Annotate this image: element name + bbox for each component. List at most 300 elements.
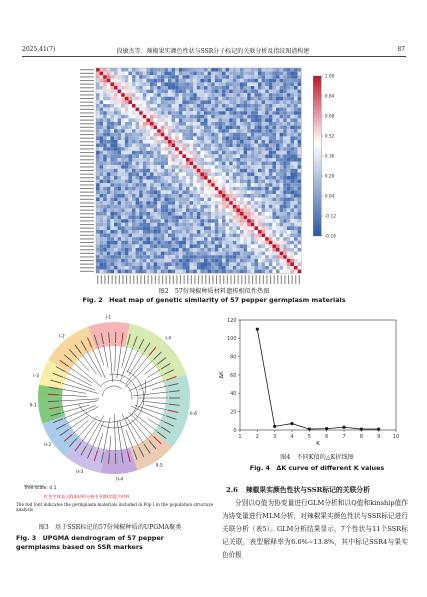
heatmap-cell bbox=[236, 151, 240, 155]
heatmap-cell bbox=[136, 122, 140, 126]
heatmap-cell bbox=[168, 270, 172, 274]
heatmap-cell bbox=[280, 154, 284, 158]
heatmap-cell bbox=[110, 237, 114, 241]
heatmap-cell bbox=[298, 266, 302, 270]
heatmap-cell bbox=[161, 147, 165, 151]
heatmap-cell bbox=[175, 262, 179, 266]
heatmap-cell bbox=[193, 234, 197, 238]
heatmap-cell bbox=[161, 79, 165, 83]
heatmap-cell bbox=[208, 270, 212, 274]
heatmap-column-label bbox=[101, 275, 102, 284]
heatmap-cell bbox=[157, 194, 161, 198]
heatmap-cell bbox=[139, 208, 143, 212]
heatmap-cell bbox=[272, 75, 276, 79]
heatmap-cell bbox=[118, 219, 122, 223]
heatmap-cell bbox=[226, 255, 230, 259]
heatmap-cell bbox=[197, 165, 201, 169]
heatmap-cell bbox=[164, 252, 168, 256]
heatmap-cell bbox=[262, 187, 266, 191]
heatmap-cell bbox=[251, 216, 255, 220]
heatmap-cell bbox=[107, 129, 111, 133]
heatmap-cell bbox=[143, 86, 147, 90]
heatmap-cell bbox=[175, 162, 179, 166]
cluster-label: I-3 bbox=[33, 374, 39, 380]
heatmap-cell bbox=[240, 226, 244, 230]
heatmap-cell bbox=[262, 244, 266, 248]
heatmap-cell bbox=[179, 234, 183, 238]
heatmap-cell bbox=[125, 223, 129, 227]
cluster-label: I-1 bbox=[105, 315, 112, 321]
heatmap-cell bbox=[208, 97, 212, 101]
heatmap-cell bbox=[121, 194, 125, 198]
heatmap-cell bbox=[265, 147, 269, 151]
heatmap-cell bbox=[193, 223, 197, 227]
heatmap-cell bbox=[157, 187, 161, 191]
heatmap-cell bbox=[100, 79, 104, 83]
heatmap-cell bbox=[182, 72, 186, 76]
heatmap-cell bbox=[211, 187, 215, 191]
heatmap-cell bbox=[118, 144, 122, 148]
heatmap-cell bbox=[204, 72, 208, 76]
heatmap-cell bbox=[146, 198, 150, 202]
heatmap-cell bbox=[107, 205, 111, 209]
heatmap-cell bbox=[136, 86, 140, 90]
heatmap-cell bbox=[233, 241, 237, 245]
heatmap-cell bbox=[215, 111, 219, 115]
heatmap-cell bbox=[272, 165, 276, 169]
heatmap-cell bbox=[121, 133, 125, 137]
heatmap-cell bbox=[150, 118, 154, 122]
heatmap-cell bbox=[233, 198, 237, 202]
heatmap-cell bbox=[139, 144, 143, 148]
heatmap-cell bbox=[118, 151, 122, 155]
heatmap-cell bbox=[103, 100, 107, 104]
heatmap-cell bbox=[200, 100, 204, 104]
heatmap-cell bbox=[121, 262, 125, 266]
heatmap-cell bbox=[211, 115, 215, 119]
heatmap-cell bbox=[132, 266, 136, 270]
heatmap-cell bbox=[154, 270, 158, 274]
heatmap-cell bbox=[276, 147, 280, 151]
heatmap-cell bbox=[218, 252, 222, 256]
heatmap-cell bbox=[172, 223, 176, 227]
heatmap-cell bbox=[204, 162, 208, 166]
heatmap-cell bbox=[200, 172, 204, 176]
heatmap-cell bbox=[208, 226, 212, 230]
heatmap-cell bbox=[193, 237, 197, 241]
figure4-caption-en: Fig. 4 ΔK curve of different K values bbox=[249, 464, 385, 472]
heatmap-cell bbox=[157, 190, 161, 194]
heatmap-cell bbox=[172, 100, 176, 104]
heatmap-cell bbox=[96, 151, 100, 155]
heatmap-cell bbox=[107, 255, 111, 259]
heatmap-cell bbox=[269, 194, 273, 198]
heatmap-cell bbox=[240, 75, 244, 79]
y-tick-label: 20 bbox=[230, 409, 237, 416]
heatmap-cell bbox=[157, 90, 161, 94]
heatmap-cell bbox=[258, 230, 262, 234]
heatmap-cell bbox=[139, 259, 143, 263]
heatmap-cell bbox=[290, 158, 294, 162]
heatmap-cell bbox=[244, 176, 248, 180]
heatmap-cell bbox=[211, 111, 215, 115]
heatmap-cell bbox=[182, 244, 186, 248]
heatmap-cell bbox=[125, 75, 129, 79]
heatmap-cell bbox=[233, 136, 237, 140]
heatmap-cell bbox=[190, 133, 194, 137]
heatmap-cell bbox=[186, 136, 190, 140]
heatmap-cell bbox=[103, 190, 107, 194]
heatmap-cell bbox=[107, 266, 111, 270]
heatmap-cell bbox=[143, 223, 147, 227]
heatmap-cell bbox=[294, 104, 298, 108]
heatmap-cell bbox=[251, 212, 255, 216]
heatmap-cell bbox=[164, 255, 168, 259]
heatmap-cell bbox=[236, 190, 240, 194]
heatmap-cell bbox=[276, 244, 280, 248]
heatmap-cell bbox=[164, 216, 168, 220]
heatmap-cell bbox=[179, 154, 183, 158]
heatmap-cell bbox=[100, 190, 104, 194]
heatmap-cell bbox=[168, 172, 172, 176]
heatmap-cell bbox=[244, 172, 248, 176]
heatmap-cell bbox=[287, 262, 291, 266]
heatmap-cell bbox=[143, 244, 147, 248]
heatmap-cell bbox=[121, 216, 125, 220]
heatmap-cell bbox=[251, 147, 255, 151]
heatmap-cell bbox=[128, 180, 132, 184]
heatmap-cell bbox=[197, 129, 201, 133]
heatmap-column-label bbox=[292, 275, 293, 284]
heatmap-cell bbox=[172, 262, 176, 266]
heatmap-cell bbox=[204, 266, 208, 270]
heatmap-cell bbox=[247, 90, 251, 94]
heatmap-cell bbox=[186, 126, 190, 130]
heatmap-row-label bbox=[80, 231, 94, 232]
heatmap-cell bbox=[290, 97, 294, 101]
heatmap-cell bbox=[114, 212, 118, 216]
heatmap-cell bbox=[103, 230, 107, 234]
heatmap-cell bbox=[143, 122, 147, 126]
heatmap-cell bbox=[247, 133, 251, 137]
heatmap-cell bbox=[136, 252, 140, 256]
heatmap-cell bbox=[193, 151, 197, 155]
heatmap-cell bbox=[146, 190, 150, 194]
heatmap-cell bbox=[179, 97, 183, 101]
heatmap-cell bbox=[179, 266, 183, 270]
heatmap-cell bbox=[200, 68, 204, 72]
heatmap-cell bbox=[110, 104, 114, 108]
heatmap-cell bbox=[121, 129, 125, 133]
heatmap-cell bbox=[287, 93, 291, 97]
heatmap-cell bbox=[197, 147, 201, 151]
heatmap-cell bbox=[150, 266, 154, 270]
heatmap-cell bbox=[204, 208, 208, 212]
heatmap-cell bbox=[125, 187, 129, 191]
heatmap-cell bbox=[128, 226, 132, 230]
heatmap-cell bbox=[164, 147, 168, 151]
heatmap-cell bbox=[118, 129, 122, 133]
heatmap-cell bbox=[118, 180, 122, 184]
heatmap-cell bbox=[139, 244, 143, 248]
heatmap-cell bbox=[168, 122, 172, 126]
heatmap-cell bbox=[204, 187, 208, 191]
heatmap-cell bbox=[172, 205, 176, 209]
heatmap-column-label bbox=[166, 275, 167, 284]
heatmap-cell bbox=[197, 172, 201, 176]
heatmap-cell bbox=[114, 75, 118, 79]
heatmap-cell bbox=[118, 223, 122, 227]
heatmap-cell bbox=[96, 219, 100, 223]
heatmap-cell bbox=[175, 266, 179, 270]
heatmap-cell bbox=[150, 244, 154, 248]
heatmap-cell bbox=[233, 100, 237, 104]
heatmap-cell bbox=[121, 180, 125, 184]
heatmap-cell bbox=[96, 212, 100, 216]
heatmap-cell bbox=[128, 140, 132, 144]
heatmap-cell bbox=[247, 140, 251, 144]
heatmap-cell bbox=[164, 154, 168, 158]
dendrogram-leaf-branch bbox=[110, 344, 113, 382]
heatmap-cell bbox=[226, 162, 230, 166]
heatmap-column-label bbox=[281, 275, 282, 284]
heatmap-cell bbox=[114, 248, 118, 252]
heatmap-cell bbox=[240, 111, 244, 115]
heatmap-cell bbox=[193, 266, 197, 270]
heatmap-cell bbox=[146, 147, 150, 151]
heatmap-cell bbox=[283, 172, 287, 176]
heatmap-column-label bbox=[194, 275, 195, 284]
heatmap-cell bbox=[298, 223, 302, 227]
heatmap-cell bbox=[110, 223, 114, 227]
heatmap-cell bbox=[118, 126, 122, 130]
dendrogram-leaf-branch bbox=[147, 370, 160, 378]
cluster-arc bbox=[125, 324, 186, 382]
heatmap-cell bbox=[200, 93, 204, 97]
heatmap-cell bbox=[193, 241, 197, 245]
heatmap-cell bbox=[287, 205, 291, 209]
heatmap-cell bbox=[294, 93, 298, 97]
heatmap-cell bbox=[218, 248, 222, 252]
heatmap-cell bbox=[290, 126, 294, 130]
heatmap-cell bbox=[280, 86, 284, 90]
heatmap-cell bbox=[200, 241, 204, 245]
heatmap-cell bbox=[128, 176, 132, 180]
heatmap-cell bbox=[136, 72, 140, 76]
heatmap-row-label bbox=[80, 213, 94, 214]
heatmap-cell bbox=[175, 219, 179, 223]
heatmap-cell bbox=[128, 100, 132, 104]
heatmap-cell bbox=[222, 230, 226, 234]
heatmap-cell bbox=[146, 108, 150, 112]
heatmap-cell bbox=[193, 165, 197, 169]
heatmap-column-label bbox=[256, 275, 257, 284]
heatmap-cell bbox=[298, 226, 302, 230]
heatmap-row-label bbox=[80, 210, 94, 211]
heatmap-cell bbox=[218, 122, 222, 126]
heatmap-cell bbox=[233, 93, 237, 97]
heatmap-cell bbox=[211, 126, 215, 130]
heatmap-cell bbox=[103, 248, 107, 252]
heatmap-cell bbox=[164, 183, 168, 187]
heatmap-cell bbox=[182, 68, 186, 72]
heatmap-cell bbox=[110, 190, 114, 194]
heatmap-cell bbox=[164, 72, 168, 76]
heatmap-cell bbox=[125, 201, 129, 205]
heatmap-cell bbox=[265, 165, 269, 169]
y-tick-label: 40 bbox=[230, 391, 237, 398]
heatmap-cell bbox=[146, 97, 150, 101]
heatmap-cell bbox=[208, 201, 212, 205]
heatmap-cell bbox=[265, 129, 269, 133]
heatmap-cell bbox=[208, 72, 212, 76]
heatmap-cell bbox=[200, 234, 204, 238]
heatmap-cell bbox=[287, 151, 291, 155]
heatmap-cell bbox=[211, 208, 215, 212]
heatmap-cell bbox=[96, 180, 100, 184]
heatmap-cell bbox=[262, 270, 266, 274]
heatmap-cell bbox=[200, 133, 204, 137]
heatmap-cell bbox=[254, 68, 258, 72]
heatmap-cell bbox=[236, 140, 240, 144]
heatmap-cell bbox=[222, 100, 226, 104]
heatmap-cell bbox=[154, 230, 158, 234]
heatmap-cell bbox=[287, 133, 291, 137]
heatmap-cell bbox=[247, 136, 251, 140]
heatmap-cell bbox=[251, 248, 255, 252]
heatmap-cell bbox=[258, 259, 262, 263]
heatmap-cell bbox=[290, 136, 294, 140]
heatmap-cell bbox=[107, 75, 111, 79]
heatmap-cell bbox=[139, 234, 143, 238]
heatmap-cell bbox=[150, 216, 154, 220]
heatmap-cell bbox=[258, 190, 262, 194]
heatmap-cell bbox=[150, 201, 154, 205]
heatmap-cell bbox=[143, 75, 147, 79]
heatmap-column-label bbox=[202, 275, 203, 284]
heatmap-cell bbox=[215, 219, 219, 223]
heatmap-cell bbox=[276, 72, 280, 76]
heatmap-cell bbox=[226, 108, 230, 112]
heatmap-cell bbox=[103, 244, 107, 248]
data-point bbox=[325, 427, 328, 430]
heatmap-cell bbox=[114, 133, 118, 137]
heatmap-cell bbox=[110, 93, 114, 97]
heatmap-cell bbox=[139, 270, 143, 274]
heatmap-cell bbox=[218, 259, 222, 263]
heatmap-cell bbox=[121, 136, 125, 140]
heatmap-cell bbox=[146, 133, 150, 137]
heatmap-cell bbox=[222, 72, 226, 76]
heatmap-cell bbox=[211, 266, 215, 270]
heatmap-cell bbox=[132, 79, 136, 83]
heatmap-cell bbox=[218, 234, 222, 238]
heatmap-cell bbox=[182, 223, 186, 227]
heatmap-row-label bbox=[80, 116, 94, 117]
heatmap-cell bbox=[136, 111, 140, 115]
heatmap-cell bbox=[269, 212, 273, 216]
heatmap-cell bbox=[175, 140, 179, 144]
heatmap-cell bbox=[254, 122, 258, 126]
heatmap-cell bbox=[244, 136, 248, 140]
heatmap-cell bbox=[154, 180, 158, 184]
heatmap-cell bbox=[100, 115, 104, 119]
heatmap-cell bbox=[186, 252, 190, 256]
heatmap-cell bbox=[265, 244, 269, 248]
heatmap-cell bbox=[298, 180, 302, 184]
heatmap-cell bbox=[110, 97, 114, 101]
heatmap-cell bbox=[190, 255, 194, 259]
heatmap-cell bbox=[121, 68, 125, 72]
heatmap-cell bbox=[258, 104, 262, 108]
heatmap-cell bbox=[179, 86, 183, 90]
heatmap-cell bbox=[294, 162, 298, 166]
heatmap-cell bbox=[128, 108, 132, 112]
heatmap-cell bbox=[251, 255, 255, 259]
heatmap-cell bbox=[175, 133, 179, 137]
heatmap-cell bbox=[226, 118, 230, 122]
heatmap-cell bbox=[150, 111, 154, 115]
heatmap-cell bbox=[172, 122, 176, 126]
heatmap-cell bbox=[190, 136, 194, 140]
heatmap-cell bbox=[258, 100, 262, 104]
heatmap-cell bbox=[132, 118, 136, 122]
heatmap-cell bbox=[276, 255, 280, 259]
heatmap-cell bbox=[269, 165, 273, 169]
heatmap-cell bbox=[132, 115, 136, 119]
heatmap-cell bbox=[164, 237, 168, 241]
heatmap-cell bbox=[200, 169, 204, 173]
heatmap-cell bbox=[200, 198, 204, 202]
heatmap-cell bbox=[157, 86, 161, 90]
heatmap-cell bbox=[164, 86, 168, 90]
heatmap-cell bbox=[290, 122, 294, 126]
heatmap-cell bbox=[128, 82, 132, 86]
heatmap-cell bbox=[294, 262, 298, 266]
heatmap-cell bbox=[190, 183, 194, 187]
heatmap-cell bbox=[186, 100, 190, 104]
heatmap-cell bbox=[121, 259, 125, 263]
heatmap-cell bbox=[283, 79, 287, 83]
heatmap-cell bbox=[125, 72, 129, 76]
heatmap-row-label bbox=[80, 256, 94, 257]
heatmap-cell bbox=[146, 219, 150, 223]
heatmap-cell bbox=[186, 244, 190, 248]
heatmap-cell bbox=[280, 237, 284, 241]
heatmap-cell bbox=[150, 133, 154, 137]
heatmap-cell bbox=[211, 223, 215, 227]
heatmap-cell bbox=[280, 259, 284, 263]
heatmap-cell bbox=[114, 169, 118, 173]
heatmap-cell bbox=[143, 126, 147, 130]
heatmap-cell bbox=[179, 223, 183, 227]
heatmap-cell bbox=[254, 75, 258, 79]
heatmap-cell bbox=[139, 248, 143, 252]
heatmap-cell bbox=[100, 262, 104, 266]
heatmap-cell bbox=[290, 129, 294, 133]
heatmap-cell bbox=[276, 219, 280, 223]
heatmap-cell bbox=[294, 154, 298, 158]
heatmap-cell bbox=[204, 255, 208, 259]
heatmap-cell bbox=[204, 172, 208, 176]
heatmap-cell bbox=[168, 147, 172, 151]
heatmap-cell bbox=[182, 248, 186, 252]
heatmap-cell bbox=[161, 122, 165, 126]
heatmap-cell bbox=[265, 208, 269, 212]
heatmap-cell bbox=[197, 205, 201, 209]
dendrogram-leaf-branch bbox=[60, 399, 99, 401]
heatmap-cell bbox=[251, 126, 255, 130]
